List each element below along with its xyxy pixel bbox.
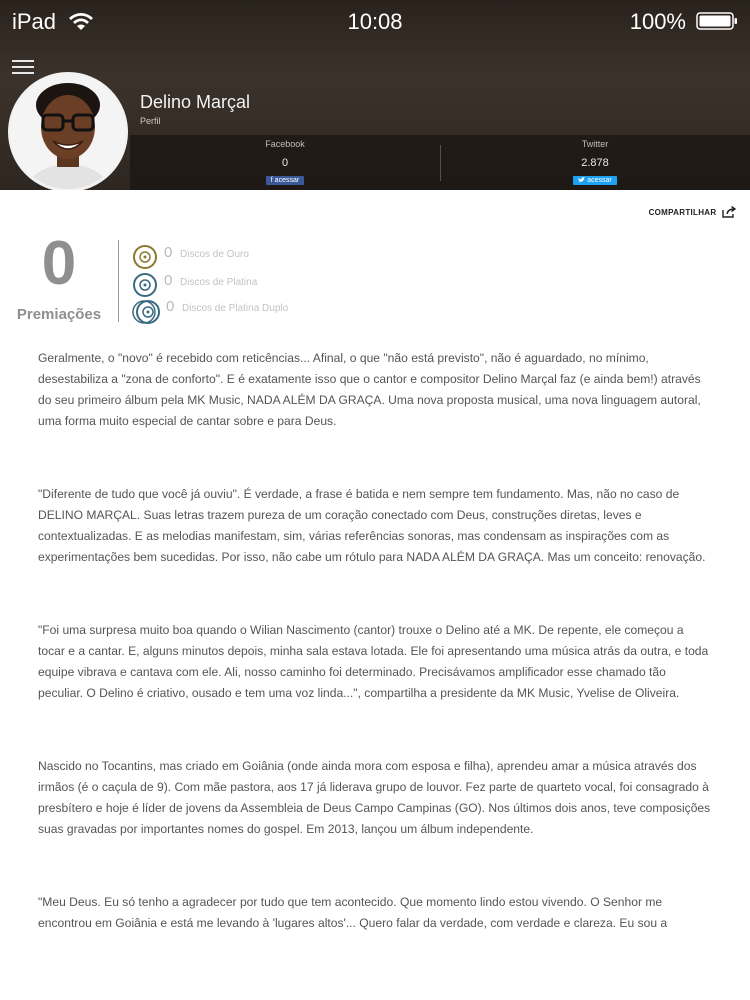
twitter-count: 2.878 [581,157,609,169]
twitter-access-label: acessar [587,177,612,184]
social-stats [130,135,750,190]
awards-total: 0 [41,229,77,298]
artist-name: Delino Marçal [140,92,251,112]
hamburger-menu-icon[interactable] [12,60,34,76]
twitter-bird-icon [578,177,585,183]
awards-divider [118,240,119,322]
biography [38,348,713,986]
twitter-stat [440,135,750,190]
battery-icon [696,12,738,30]
status-bar [0,0,750,44]
double-platinum-label: Discos de Platina Duplo [182,303,289,314]
profile-header [0,0,750,190]
bio-paragraph: "Diferente de tudo que você já ouviu". É verdade, a frase é batida e nem sempre tem fundamento. Mas, não no caso de DELINO MARÇAL. Suas letras trazem pureza de um coração conectado com Deus, construções diretas, leves e contextualizadas. E as melodias manifestam, sim, várias referências sonoras, mas condensam as inspirações com as experimentações bem sucedidas. Por isso, não cabe um rótulo para NADA ALÉM DA GRAÇA. Mas um conceito: renovação. [38,487,706,564]
clock: 10:08 [347,9,403,34]
bio-paragraph: "Foi uma surpresa muito boa quando o Wilian Nascimento (cantor) trouxe o Delino até a MK. De repente, ele começou a tocar e a cantar. E, alguns minutos depois, minha sala estava lotada. Ele foi apresentando uma música atrás da outra, e toda equipe vibrava e cantava com ele. Ali, nosso caminho foi determinado. Precisávamos amplificador esse chamado tão peculiar. O Delino é criativo, ousado e tem uma voz linda...", compartilha a presidente da MK Music, Yvelise de Oliveira. [38,623,709,700]
profile-subtitle: Perfil [140,116,161,126]
twitter-title: Twitter [581,139,609,149]
double-platinum-count: 0 [166,298,175,315]
facebook-stat [130,135,440,190]
avatar [8,72,128,190]
double-platinum-disc-icon [132,298,162,326]
bio-paragraph: Geralmente, o "novo" é recebido com reticências... Afinal, o que "não está previsto", não é aguardado, no mínimo, desestabiliza a "zona de conforto". E é exatamente isso que o cantor e compositor Delino Marçal faz (e ainda bem!) através do seu primeiro álbum pela MK Music, NADA ALÉM DA GRAÇA. Uma nova proposta musical, uma nova linguagem autoral, uma forma muito especial de cantar sobre e para Deus. [38,351,701,428]
platinum-disc-icon [132,272,158,298]
gold-disc-icon [132,244,158,270]
bio-paragraph: "Meu Deus. Eu só tenho a agradecer por tudo que tem acontecido. Que momento lindo estou vivendo. O Senhor me encontrou em Goiânia e está me levando à 'lugares altos'... Quero falar da verdade, com verdade e clareza. Eu sou a [38,895,668,930]
battery-percent: 100% [629,9,686,34]
device-label: iPad [12,9,57,34]
bio-paragraph: Nascido no Tocantins, mas criado em Goiânia (onde ainda mora com esposa e filha), aprendeu amar a música através dos irmãos (é o caçula de 9). Com mãe pastora, aos 17 já liderava grupo de louvor. Fez parte de quarteto vocal, foi consagrado à presbítero e hoje é líder de jovens da Assembleia de Deus Campo Campinas (GO). Nos últimos dois anos, teve composições suas gravadas por importantes nomes do gospel. Em 2013, lançou um álbum independente. [38,759,711,836]
platinum-count: 0 [164,272,173,289]
twitter-access-button[interactable] [573,176,616,185]
share-icon [722,206,736,218]
gold-label: Discos de Ouro [180,249,249,260]
share-label: COMPARTILHAR [648,208,717,217]
platinum-label: Discos de Platina [180,277,258,288]
facebook-count: 0 [281,157,289,169]
awards-label: Premiações [16,306,102,323]
facebook-title: Facebook [265,139,305,149]
gold-count: 0 [164,244,173,261]
facebook-access-button[interactable]: f acessar [266,176,304,185]
artist-photo [11,75,125,189]
share-button[interactable] [649,206,736,218]
